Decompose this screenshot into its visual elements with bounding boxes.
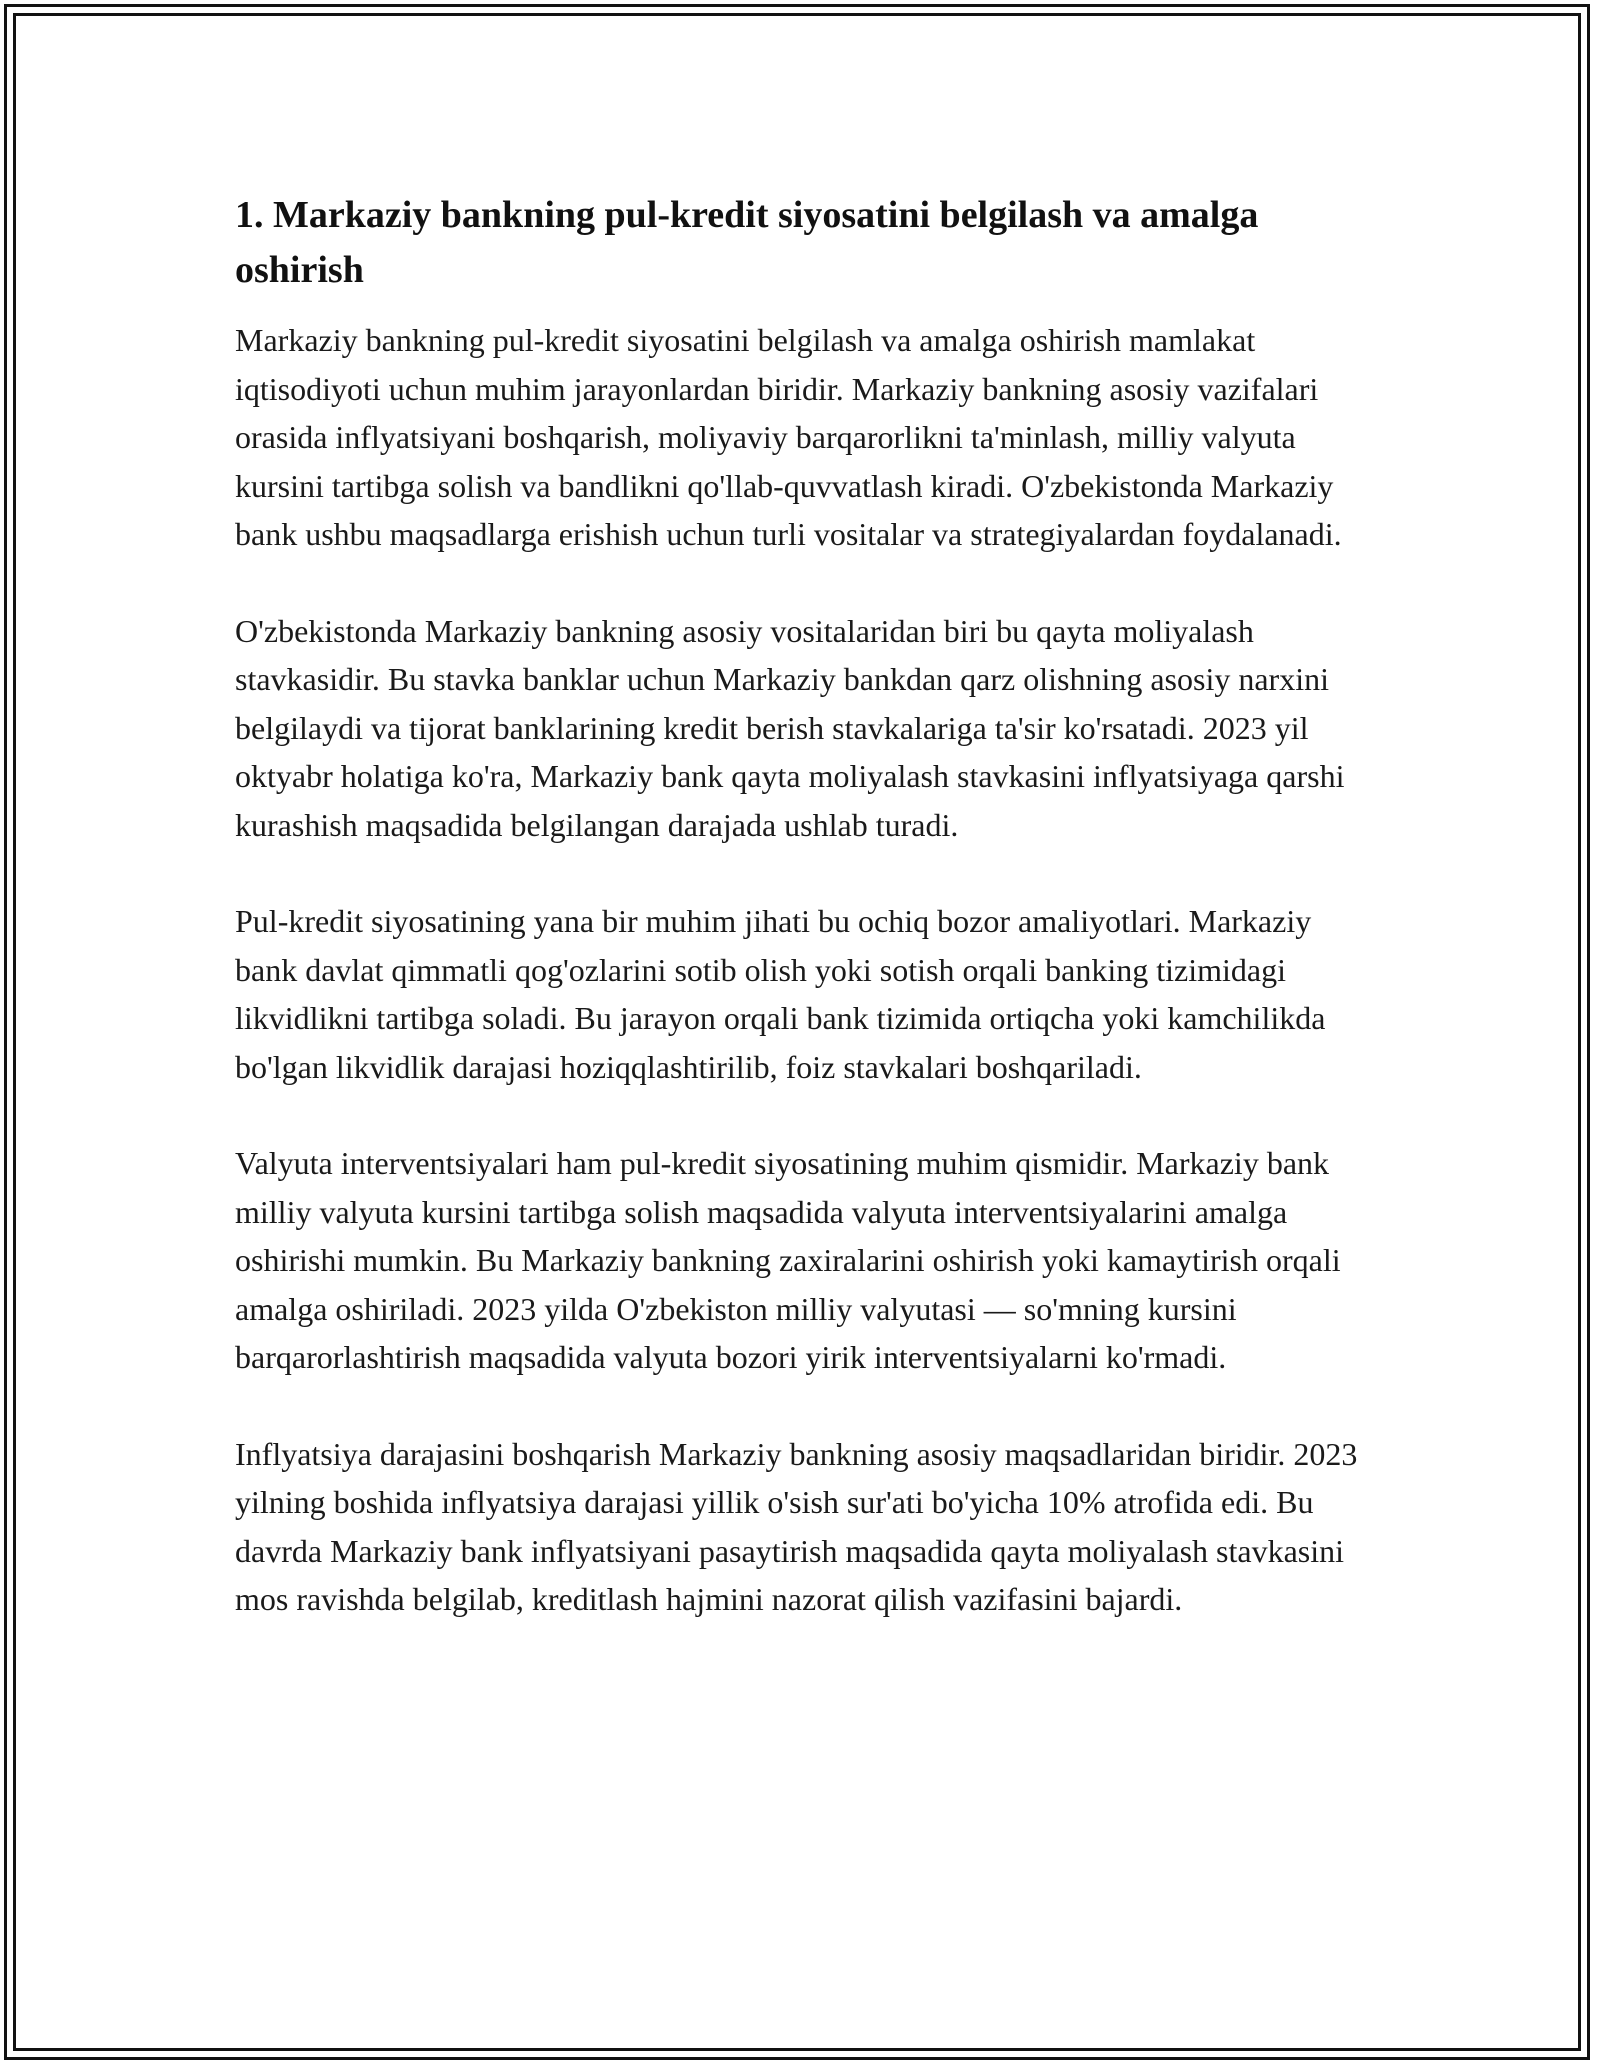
paragraph-3: Pul-kredit siyosatining yana bir muhim jihati bu ochiq bozor amaliyotlari. Markaziy bank davlat qimmatli qog'ozlarini sotib olish yoki sotish orqali banking tizimidagi likvidlikni tartibga soladi. Bu jarayon orqali bank tizimida ortiqcha yoki kamchilikda bo'lgan likvidlik darajasi hoziqqlashtirilib, foiz stavkalari boshqariladi. — [235, 903, 1326, 1085]
paragraph-1: Markaziy bankning pul-kredit siyosatini belgilash va amalga oshirish mamlakat iqtisodiyoti uchun muhim jarayonlardan biridir. Markaziy bankning asosiy vazifalari orasida inflyatsiyani boshqarish, moliyaviy barqarorlikni ta'minlash, milliy valyuta kursini tartibga solish va bandlikni qo'llab-quvvatlash kiradi. O'zbekistonda Markaziy bank ushbu maqsadlarga erishish uchun turli vositalar va strategiyalardan foydalanadi. — [235, 322, 1342, 552]
paragraph-2: O'zbekistonda Markaziy bankning asosiy vositalaridan biri bu qayta moliyalash stavkasidir. Bu stavka banklar uchun Markaziy bankdan qarz olishning asosiy narxini belgilaydi va tijorat banklarining kredit berish stavkalariga ta'sir ko'rsatadi. 2023 yil oktyabr holatiga ko'ra, Markaziy bank qayta moliyalash stavkasini inflyatsiyaga qarshi kurashish maqsadida belgilangan darajada ushlab turadi. — [235, 612, 1345, 843]
document-body — [235, 188, 1375, 1672]
section-heading: 1. Markaziy bankning pul-kredit siyosatini belgilash va amalga oshirish — [235, 194, 1259, 291]
paragraph-4: Valyuta interventsiyalari ham pul-kredit siyosatining muhim qismidir. Markaziy bank milliy valyuta kursini tartibga solish maqsadida valyuta interventsiyalarini amalga oshirishi mumkin. Bu Markaziy bankning zaxiralarini oshirish yoki kamaytirish orqali amalga oshiriladi. 2023 yilda O'zbekiston milliy valyutasi — so'mning kursini barqarorlashtirish maqsadida valyuta bozori yirik interventsiyalarni ko'rmadi. — [235, 1145, 1341, 1375]
paragraph-5: Inflyatsiya darajasini boshqarish Markaziy bankning asosiy maqsadlaridan biridir. 2023 yilning boshida inflyatsiya darajasi yillik o'sish sur'ati bo'yicha 10% atrofida edi. Bu davrda Markaziy bank inflyatsiyani pasaytirish maqsadida qayta moliyalash stavkasini mos ravishda belgilab, kreditlash hajmini nazorat qilish vazifasini bajardi. — [235, 1435, 1358, 1617]
